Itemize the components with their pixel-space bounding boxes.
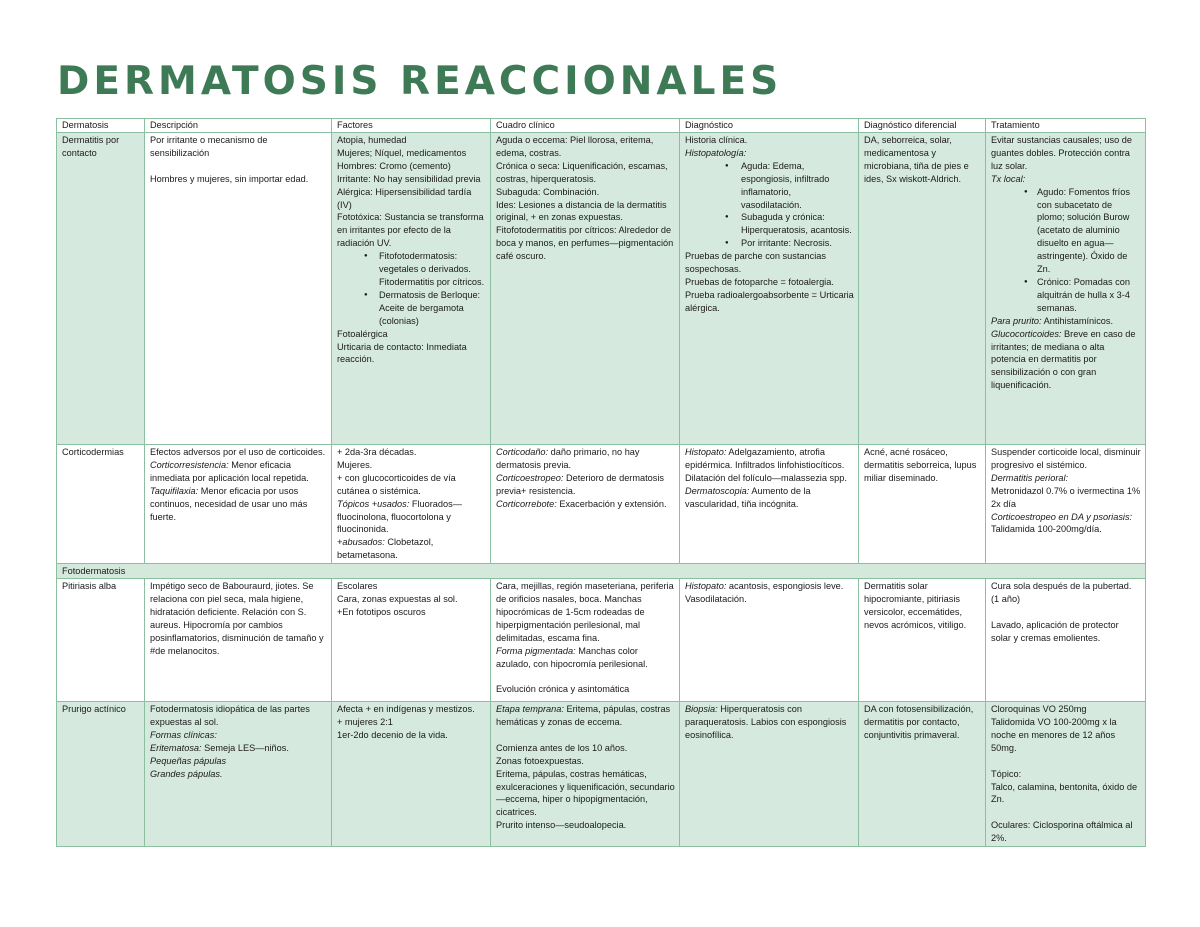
description-cell: Fotodermatosis idiopática de las partes expuestas al sol. Formas clínicas: Eritematosa: Semeja LES—niños. Pequeñas pápulas Grandes pápulas. <box>145 702 332 847</box>
row-name: Prurigo actínico <box>57 702 145 847</box>
bullet-item: ● Crónico: Pomadas con alquitrán de hulla x 3-4 semanas. <box>991 276 1141 315</box>
table-row <box>57 702 1146 847</box>
section-title: Fotodermatosis <box>57 564 1146 579</box>
factors-cell: Escolares Cara, zonas expuestas al sol. +En fototipos oscuros <box>332 579 491 702</box>
dermatosis-table <box>56 118 1146 847</box>
clinical-cell: Corticodaño: daño primario, no hay dermatosis previa. Corticoestropeo: Deterioro de dermatosis previa+ resistencia. Corticorrebote: Exacerbación y extensión. <box>491 445 680 564</box>
differential-cell: Dermatitis solar hipocromiante, pitiriasis versicolor, eccemátides, nevos acrómicos, vitiligo. <box>859 579 986 702</box>
differential-cell: Acné, acné rosáceo, dermatitis seborreica, lupus miliar diseminado. <box>859 445 986 564</box>
page-title: DERMATOSIS REACCIONALES <box>57 59 783 104</box>
clinical-cell: Aguda o eccema: Piel llorosa, eritema, edema, costras. Crónica o seca: Liquenificación, escamas, costras, hiperqueratosis. Subaguda: Combinación. Ides: Lesiones a distancia de la dermatitis original, + en zonas expuestas. Fitofotodermatitis por cítricos: Alrededor de boca y manos, en perfumes—pigmentación café oscuro. <box>491 133 680 445</box>
table-header-row <box>57 119 1146 133</box>
factors-cell: Atopia, humedad Mujeres; Níquel, medicamentos Hombres: Cromo (cemento) Irritante: No hay sensibilidad previa Alérgica: Hipersensibilidad tardía (IV) Fototóxica: Sustancia se transforma en irritantes por efecto de la radiación UV. ● Fitofotodermatosis: vegetales o derivados. Fitodermatitis por cítricos. ● Dermatosis de Berloque: Aceite de bergamota (colonias) Fotoalérgica Urticaria de contacto: Inmediata reacción. <box>332 133 491 445</box>
header-cell: Dermatosis <box>57 119 145 133</box>
factors-cell: + 2da-3ra décadas. Mujeres. + con glucocorticoides de vía cutánea o sistémica. Tópicos +usados: Fluorados—fluocinolona, fluocortolona y fluocinonida. +abusados: Clobetazol, betametasona. <box>332 445 491 564</box>
bullet-item: ● Subaguda y crónica: Hiperqueratosis, acantosis. <box>685 211 854 237</box>
diagnosis-cell: Histopato: Adelgazamiento, atrofia epidérmica. Infiltrados linfohistiocíticos. Dilatación del folículo—malassezia spp. Dermatoscopia: Aumento de la vascularidad, tiña incógnita. <box>680 445 859 564</box>
header-cell: Descripción <box>145 119 332 133</box>
bullet-item: ● Dermatosis de Berloque: Aceite de bergamota (colonias) <box>337 289 486 328</box>
header-cell: Factores <box>332 119 491 133</box>
description-cell: Por irritante o mecanismo de sensibilización Hombres y mujeres, sin importar edad. <box>145 133 332 445</box>
row-name: Corticodermias <box>57 445 145 564</box>
diagnosis-cell: Histopato: acantosis, espongiosis leve. Vasodilatación. <box>680 579 859 702</box>
bullet-item: ● Fitofotodermatosis: vegetales o derivados. Fitodermatitis por cítricos. <box>337 250 486 289</box>
row-name: Dermatitis por contacto <box>57 133 145 445</box>
factors-cell: Afecta + en indígenas y mestizos. + mujeres 2:1 1er-2do decenio de la vida. <box>332 702 491 847</box>
header-cell: Tratamiento <box>986 119 1146 133</box>
table-row <box>57 579 1146 702</box>
treatment-cell: Evitar sustancias causales; uso de guantes dobles. Protección contra luz solar. Tx local: ● Agudo: Fomentos fríos con subacetato de plomo; solución Burow (acetato de aluminio disuelto en agua—astringente). Óxido de Zn. ● Crónico: Pomadas con alquitrán de hulla x 3-4 semanas. Para prurito: Antihistamínicos. Glucocorticoides: Breve en caso de irritantes; de mediana o alta potencia en dermatitis por sensibilización o con gran liquenificación. <box>986 133 1146 445</box>
treatment-cell: Suspender corticoide local, disminuir progresivo el sistémico. Dermatitis perioral: Metronidazol 0.7% o ivermectina 1% 2x día Corticoestropeo en DA y psoriasis: Talidamida 100-200mg/día. <box>986 445 1146 564</box>
diagnosis-cell: Biopsia: Hiperqueratosis con paraqueratosis. Labios con espongiosis eosinofílica. <box>680 702 859 847</box>
section-row <box>57 564 1146 579</box>
header-cell: Diagnóstico <box>680 119 859 133</box>
treatment-cell: Cura sola después de la pubertad. (1 año) Lavado, aplicación de protector solar y cremas emolientes. <box>986 579 1146 702</box>
header-cell: Diagnóstico diferencial <box>859 119 986 133</box>
bullet-item: ● Aguda: Edema, espongiosis, infiltrado inflamatorio, vasodilatación. <box>685 160 854 212</box>
differential-cell: DA con fotosensibilización, dermatitis por contacto, conjuntivitis primaveral. <box>859 702 986 847</box>
table-row <box>57 445 1146 564</box>
table-row <box>57 133 1146 445</box>
clinical-cell: Etapa temprana: Eritema, pápulas, costras hemáticas y zonas de eccema. Comienza antes de los 10 años. Zonas fotoexpuestas. Eritema, pápulas, costras hemáticas, exulceraciones y liquenificación, secundario—eccema, hiper o hipopigmentación, cicatrices. Prurito intenso—seudoalopecia. <box>491 702 680 847</box>
bullet-item: ● Agudo: Fomentos fríos con subacetato de plomo; solución Burow (acetato de aluminio disuelto en agua—astringente). Óxido de Zn. <box>991 186 1141 276</box>
description-cell: Efectos adversos por el uso de corticoides. Corticorresistencia: Menor eficacia inmediata por aplicación local repetida. Taquifilaxia: Menor eficacia por usos continuos, necesidad de usar uno más fuerte. <box>145 445 332 564</box>
clinical-cell: Cara, mejillas, región maseteriana, periferia de orificios nasales, boca. Manchas hipocrómicas de 1-5cm rodeadas de hiperpigmentación perilesional, mal delimitadas, escama fina. Forma pigmentada: Manchas color azulado, con hipocromía perilesional. Evolución crónica y asintomática <box>491 579 680 702</box>
header-cell: Cuadro clínico <box>491 119 680 133</box>
differential-cell: DA, seborreica, solar, medicamentosa y microbiana, tiña de pies e ides, Sx wiskott-Aldrich. <box>859 133 986 445</box>
bullet-item: ● Por irritante: Necrosis. <box>685 237 854 250</box>
treatment-cell: Cloroquinas VO 250mg Talidomida VO 100-200mg x la noche en menores de 12 años 50mg. Tópico: Talco, calamina, bentonita, óxido de Zn. Oculares: Ciclosporina oftálmica al 2%. <box>986 702 1146 847</box>
row-name: Pitiriasis alba <box>57 579 145 702</box>
diagnosis-cell: Historia clínica. Histopatología: ● Aguda: Edema, espongiosis, infiltrado inflamatorio, vasodilatación. ● Subaguda y crónica: Hiperqueratosis, acantosis. ● Por irritante: Necrosis. Pruebas de parche con sustancias sospechosas. Pruebas de fotoparche = fotoalergia. Prueba radioalergoabsorbente = Urticaria alérgica. <box>680 133 859 445</box>
description-cell: Impétigo seco de Babouraurd, jiotes. Se relaciona con piel seca, mala higiene, hidratación deficiente. Relación con S. aureus. Hipocromía por cambios posinflamatorios, disminución de tamaño y #de melanocitos. <box>145 579 332 702</box>
